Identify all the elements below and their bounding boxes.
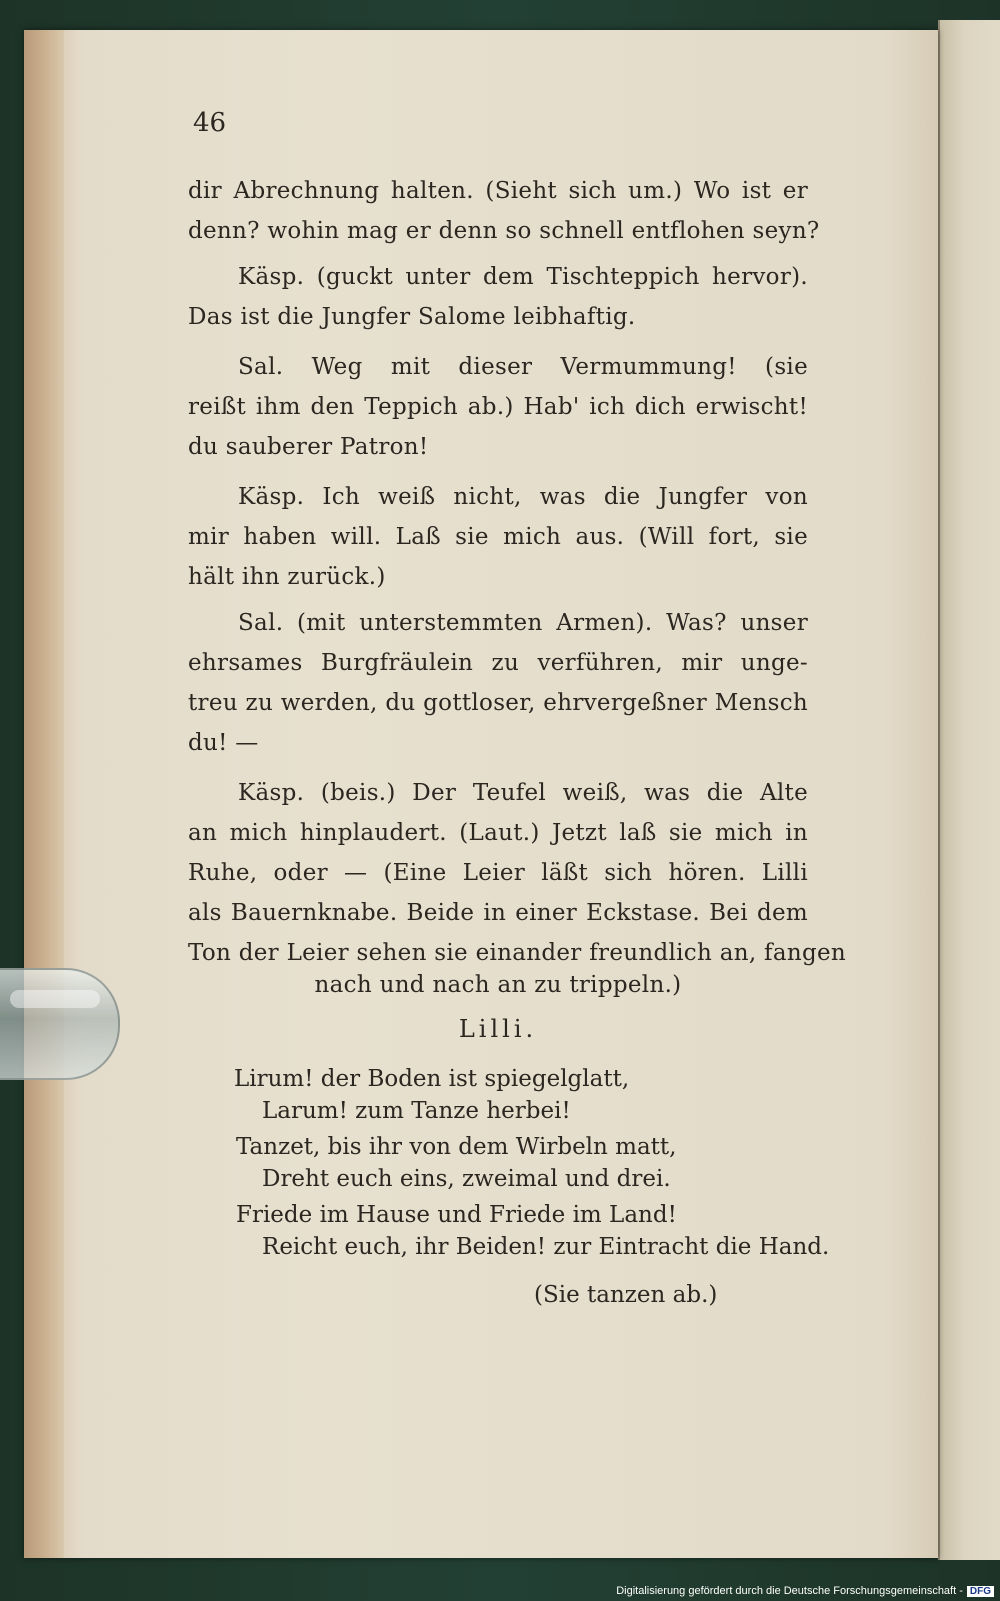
page-clip	[0, 968, 120, 1080]
book-spine-shadow	[24, 30, 64, 1558]
text-line: treu zu werden, du gottloser, ehrvergeßner Mensch	[188, 690, 808, 716]
digitization-credit	[616, 1585, 994, 1597]
verse-line: Tanzet, bis ihr von dem Wirbeln matt,	[236, 1134, 677, 1160]
next-page-edge	[938, 20, 1000, 1560]
text-line: Käsp. (beis.) Der Teufel weiß, was die Alte	[238, 780, 808, 806]
text-line: du sauberer Patron!	[188, 434, 429, 460]
text-line: mir haben will. Laß sie mich aus. (Will fort, sie	[188, 524, 808, 550]
dfg-logo: DFG	[967, 1586, 994, 1597]
verse-line: Reicht euch, ihr Beiden! zur Eintracht die Hand.	[262, 1234, 830, 1260]
song-speaker: Lilli.	[458, 1015, 538, 1043]
verse-line: Dreht euch eins, zweimal und drei.	[262, 1166, 671, 1192]
text-line: nach und nach an zu trippeln.)	[314, 972, 682, 998]
page-number: 46	[193, 108, 227, 138]
text-line: Sal. Weg mit dieser Vermummung! (sie	[238, 354, 808, 380]
text-line: Sal. (mit unterstemmten Armen). Was? unser	[238, 610, 808, 636]
text-line: als Bauernknabe. Beide in einer Eckstase. Bei dem	[188, 900, 808, 926]
verse-line: Lirum! der Boden ist spiegelglatt,	[234, 1066, 630, 1092]
text-line: du! —	[188, 730, 259, 756]
text-line: ehrsames Burgfräulein zu verführen, mir unge-	[188, 650, 808, 676]
verse-line: Larum! zum Tanze herbei!	[262, 1098, 571, 1124]
text-line: Käsp. (guckt unter dem Tischteppich hervor).	[238, 264, 808, 290]
text-line: denn? wohin mag er denn so schnell entflohen seyn?	[188, 218, 820, 244]
text-line: Ruhe, oder — (Eine Leier läßt sich hören. Lilli	[188, 860, 808, 886]
text-line: dir Abrechnung halten. (Sieht sich um.) Wo ist er	[188, 178, 808, 204]
text-line: reißt ihm den Teppich ab.) Hab' ich dich erwischt!	[188, 394, 808, 420]
page-clip-highlight	[10, 990, 100, 1008]
text-line: Das ist die Jungfer Salome leibhaftig.	[188, 304, 636, 330]
text-line: hält ihn zurück.)	[188, 564, 386, 590]
text-line: an mich hinplaudert. (Laut.) Jetzt laß sie mich in	[188, 820, 808, 846]
verse-line: Friede im Hause und Friede im Land!	[236, 1202, 677, 1228]
stage-direction: (Sie tanzen ab.)	[534, 1282, 718, 1308]
text-line: Ton der Leier sehen sie einander freundlich an, fangen	[188, 940, 847, 966]
text-line: Käsp. Ich weiß nicht, was die Jungfer von	[238, 484, 808, 510]
credit-text: Digitalisierung gefördert durch die Deutsche Forschungsgemeinschaft -	[616, 1585, 963, 1597]
